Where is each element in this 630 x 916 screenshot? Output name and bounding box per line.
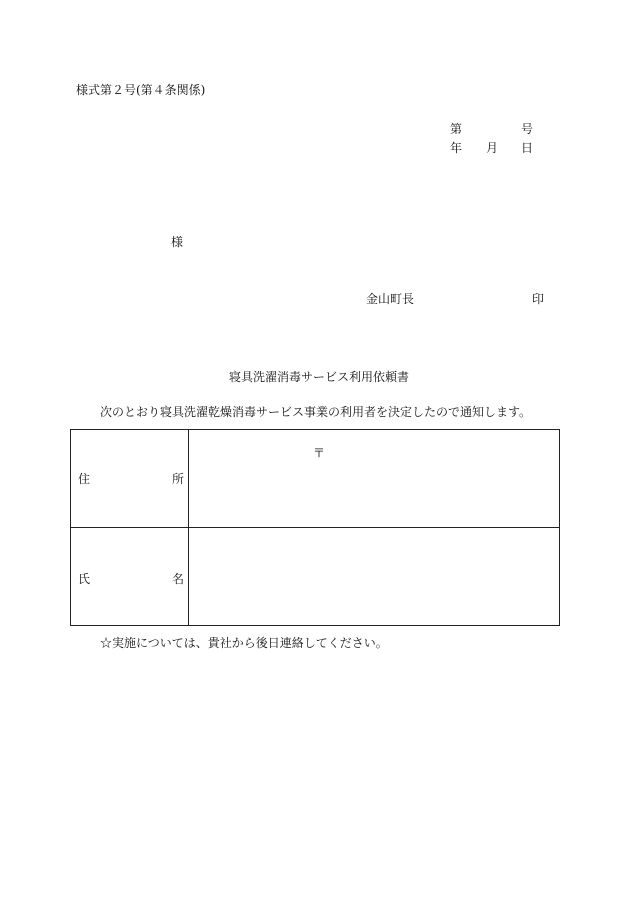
intro-text: 次のとおり寝具洗濯乾燥消毒サービス事業の利用者を決定したので通知します。 — [100, 405, 532, 419]
document-number-suffix: 号 — [521, 122, 534, 136]
footnote-text: ☆実施については、貴社から後日連絡してください。 — [100, 636, 388, 650]
document-number-prefix: 第 — [450, 122, 463, 136]
address-field[interactable] — [189, 430, 559, 527]
recipient-honorific: 様 — [171, 235, 184, 249]
date-month-label: 月 — [486, 141, 499, 155]
seal-mark: 印 — [532, 292, 545, 306]
name-field[interactable] — [189, 528, 559, 625]
issuer-title: 金山町長 — [366, 292, 415, 306]
form-number: 様式第２号(第４条関係) — [76, 83, 206, 97]
address-label-second: 所 — [172, 472, 185, 486]
address-label-first: 住 — [78, 472, 91, 486]
document-title: 寝具洗濯消毒サービス利用依頼書 — [229, 370, 410, 384]
applicant-table — [70, 429, 560, 626]
name-label-first: 氏 — [78, 572, 91, 586]
date-year-label: 年 — [450, 141, 463, 155]
name-label-second: 名 — [172, 572, 185, 586]
date-day-label: 日 — [521, 141, 534, 155]
postal-mark: 〒 — [313, 446, 326, 460]
